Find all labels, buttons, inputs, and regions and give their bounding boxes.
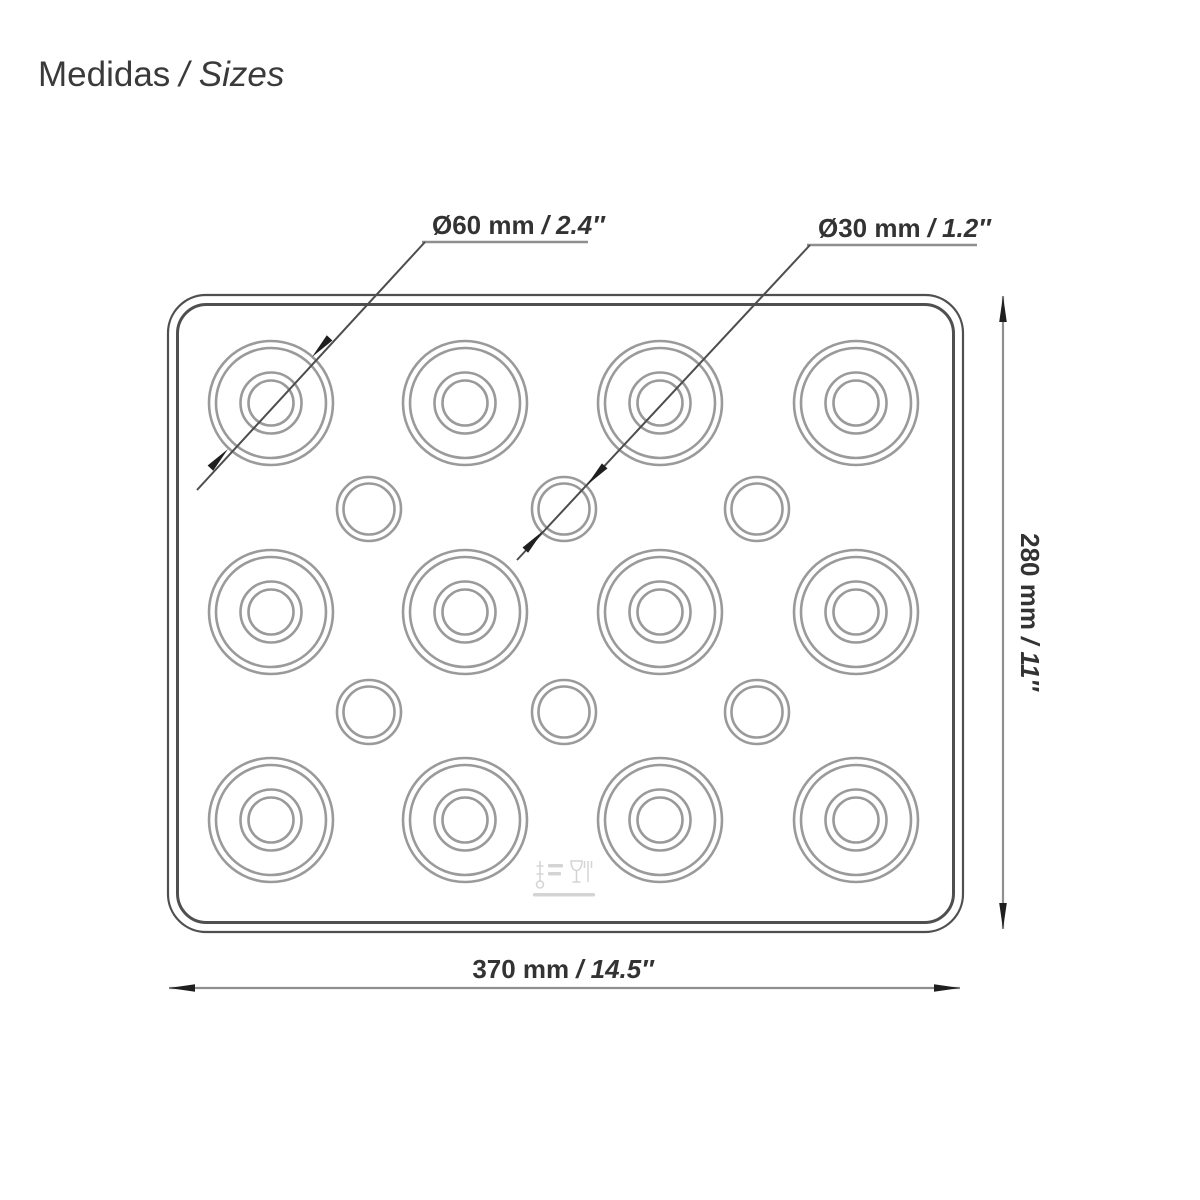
width-dimension-line bbox=[169, 984, 960, 992]
width-dimension-label: 370 mm / 14.5″ bbox=[472, 954, 654, 984]
page-title-metric: Medidas bbox=[38, 55, 171, 94]
temperature-text-line bbox=[548, 872, 561, 876]
page-title-imperial: / Sizes bbox=[179, 55, 285, 94]
height-dimension-label: 280 mm/ 11″ bbox=[1015, 533, 1045, 691]
arrowhead bbox=[999, 903, 1007, 929]
height-dimension-line bbox=[999, 296, 1007, 929]
arrowhead bbox=[169, 984, 195, 992]
arrowhead bbox=[999, 296, 1007, 322]
brand-text-line bbox=[533, 893, 595, 897]
small-cavity-label: Ø30 mm / 1.2″ bbox=[818, 213, 991, 243]
arrowhead bbox=[934, 984, 960, 992]
page-title bbox=[38, 55, 284, 94]
temperature-text-line bbox=[548, 864, 563, 868]
large-cavity-label: Ø60 mm / 2.4″ bbox=[432, 210, 605, 240]
